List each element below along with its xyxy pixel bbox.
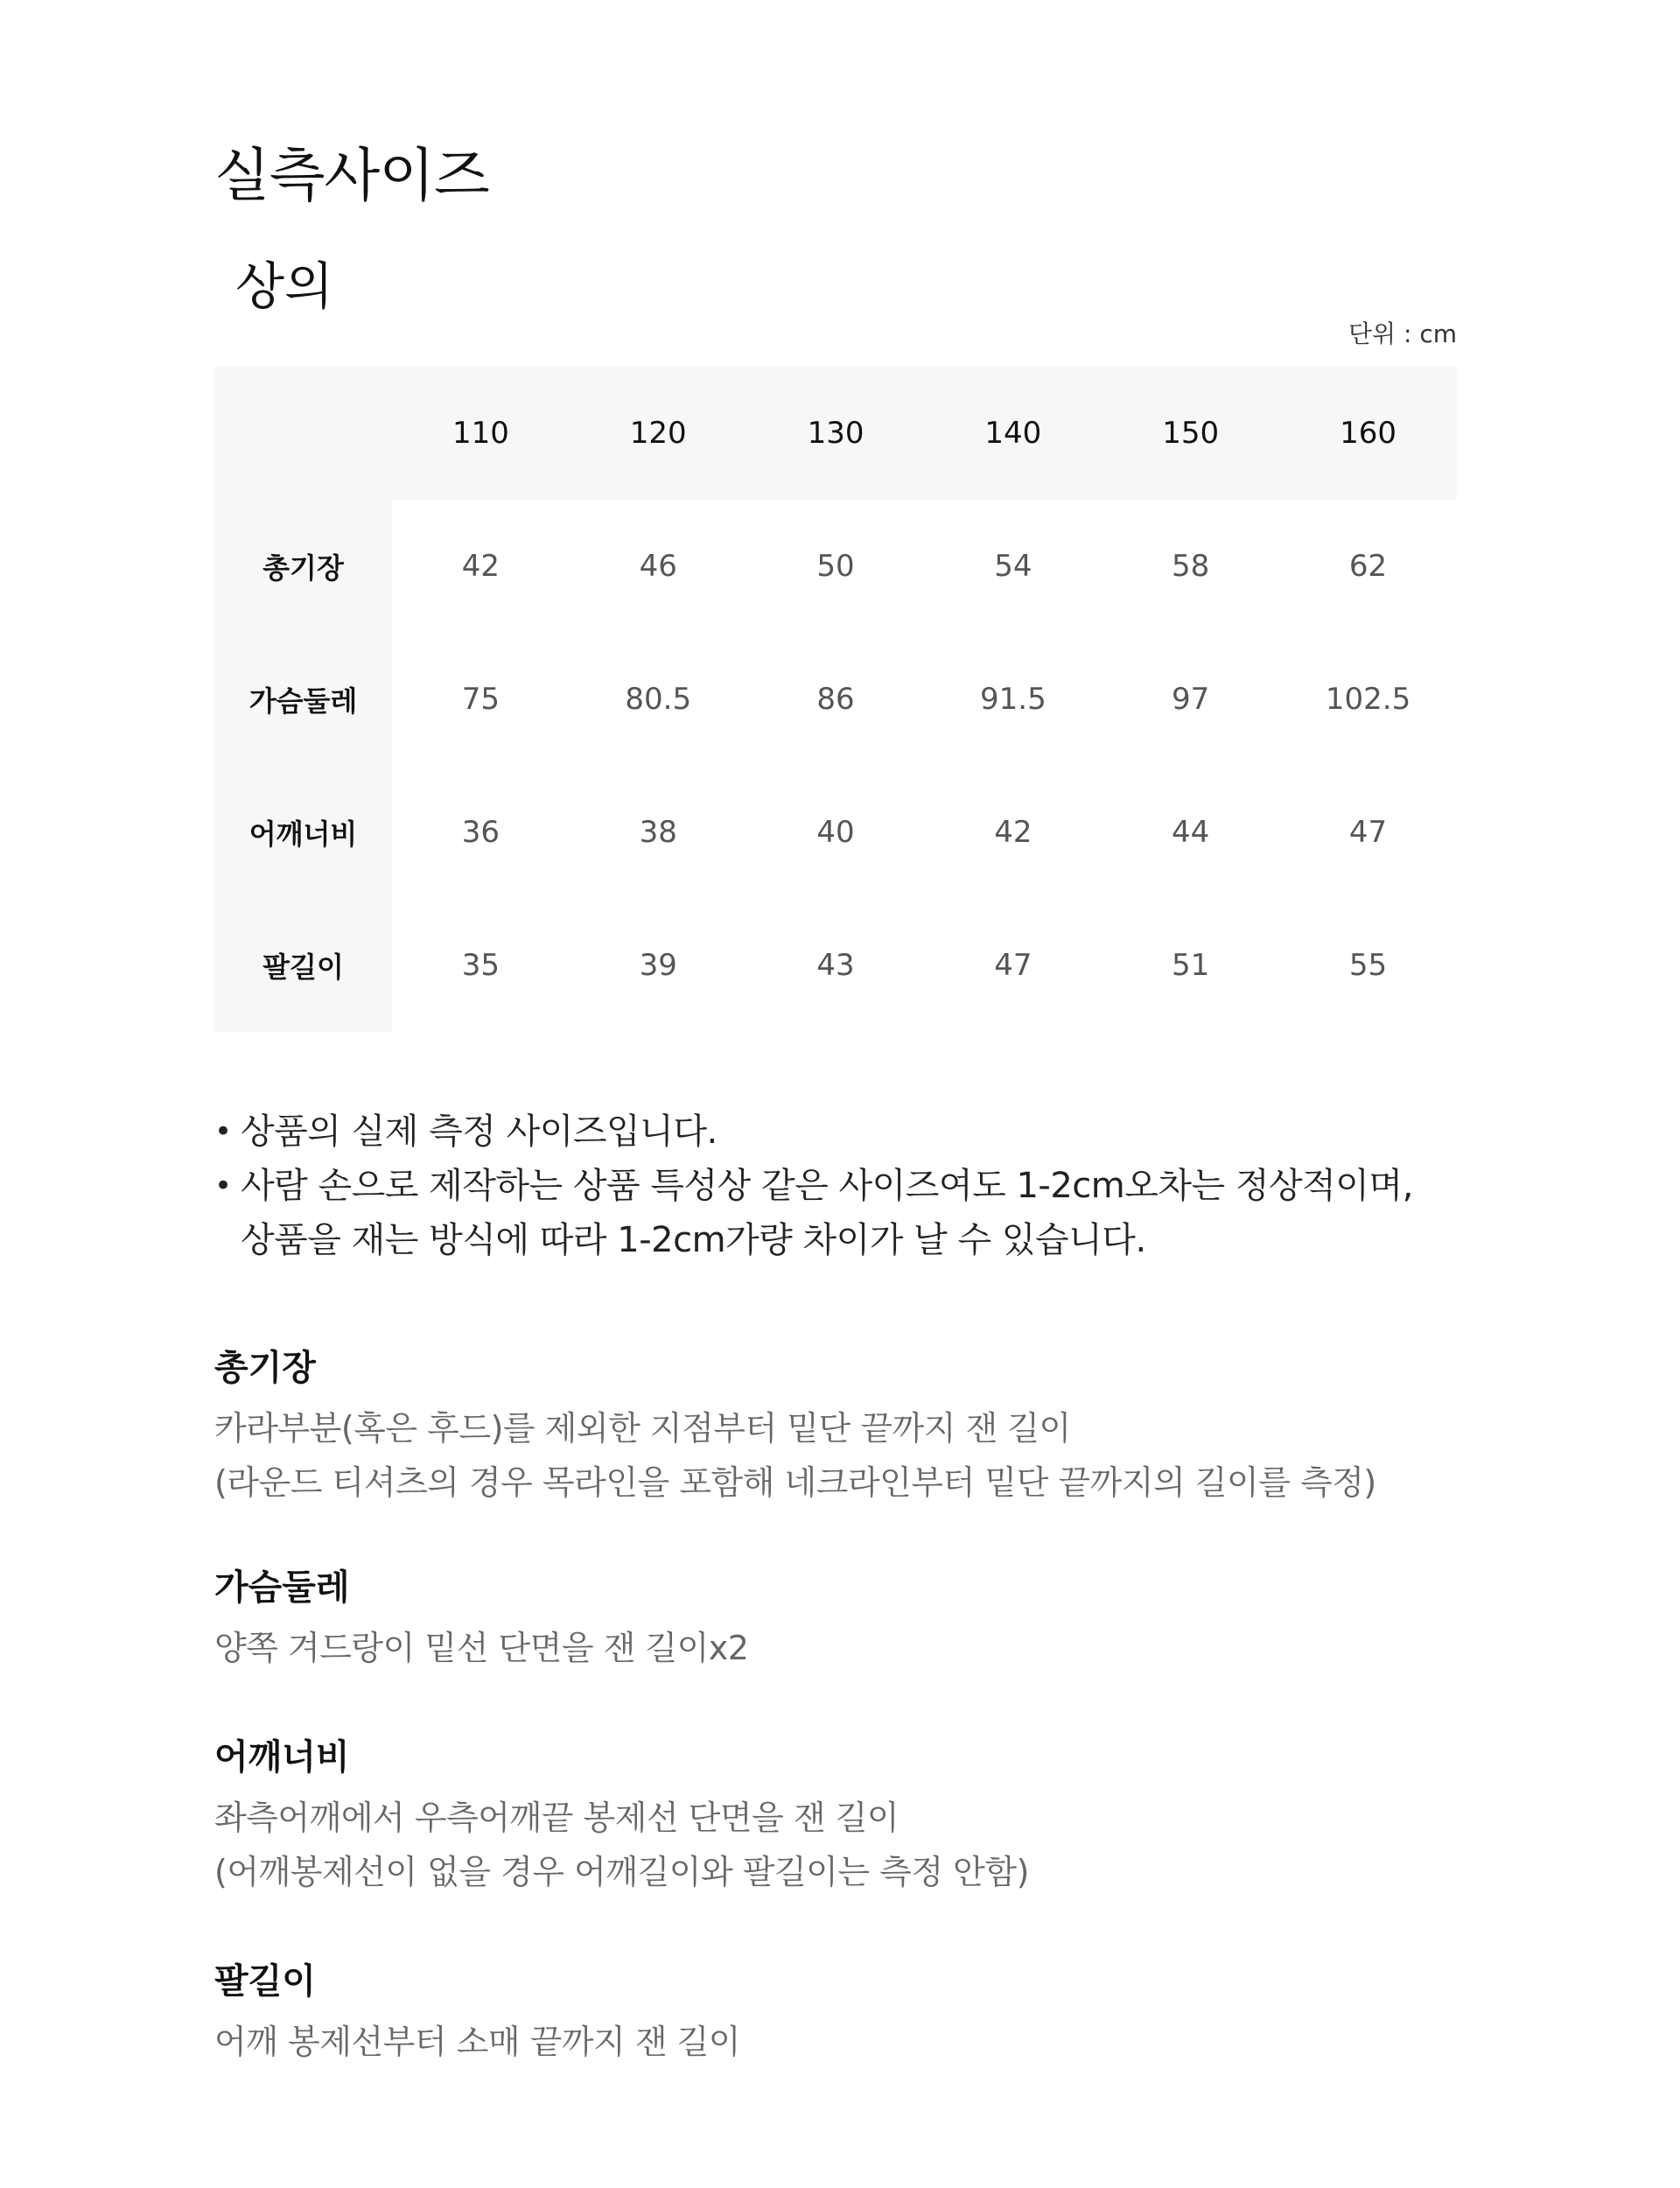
row-label-cell: 가슴둘레 [214, 633, 392, 766]
value-cell: 44 [1102, 766, 1279, 899]
value-cell: 36 [392, 766, 570, 899]
definition-text: (어깨봉제선이 없을 경우 어깨길이와 팔길이는 측정 안함) [214, 1853, 1029, 1891]
value-cell: 80.5 [570, 633, 747, 766]
value-cell: 35 [392, 899, 570, 1032]
size-header-cell: 150 [1102, 367, 1279, 500]
definition-shoulder [214, 1737, 1457, 1899]
definition-title: 팔길이 [214, 1961, 316, 2002]
size-header-row [214, 367, 1457, 500]
definition-text: (라운드 티셔츠의 경우 목라인을 포함해 네크라인부터 밑단 끝까지의 길이를 측정) [214, 1463, 1376, 1502]
table-row [214, 766, 1457, 899]
header-corner-cell [214, 367, 392, 500]
value-cell: 55 [1279, 899, 1457, 1032]
definition-title: 어깨너비 [214, 1737, 350, 1778]
definition-title: 가슴둘레 [214, 1567, 350, 1608]
value-cell: 54 [924, 500, 1102, 633]
value-cell: 51 [1102, 899, 1279, 1032]
value-cell: 42 [924, 766, 1102, 899]
value-cell: 47 [1279, 766, 1457, 899]
size-header-cell: 140 [924, 367, 1102, 500]
table-row [214, 899, 1457, 1032]
value-cell: 102.5 [1279, 633, 1457, 766]
definition-title: 총기장 [214, 1348, 316, 1388]
page-title: 실측사이즈 [214, 142, 489, 209]
definition-chest [214, 1567, 1457, 1675]
value-cell: 47 [924, 899, 1102, 1032]
value-cell: 75 [392, 633, 570, 766]
notes-list [214, 1105, 1457, 1267]
value-cell: 50 [747, 500, 925, 633]
definition-text: 좌측어깨에서 우측어깨끝 봉제선 단면을 잰 길이 [214, 1799, 900, 1837]
definition-text: 양쪽 겨드랑이 밑선 단면을 잰 길이x2 [214, 1629, 749, 1667]
value-cell: 42 [392, 500, 570, 633]
value-cell: 62 [1279, 500, 1457, 633]
size-table [214, 367, 1457, 1032]
value-cell: 86 [747, 633, 925, 766]
unit-label: 단위 : cm [1348, 319, 1457, 348]
definition-total-length [214, 1350, 1457, 1510]
row-label-cell: 팔길이 [214, 899, 392, 1032]
note-text-continued: 상품을 재는 방식에 따라 1-2cm가량 차이가 날 수 있습니다. [241, 1220, 1146, 1260]
definition-sleeve [214, 1961, 1457, 2069]
definition-text: 카라부분(혹은 후드)를 제외한 지점부터 밑단 끝까지 잰 길이 [214, 1409, 1071, 1448]
row-label-cell: 총기장 [214, 500, 392, 633]
value-cell: 43 [747, 899, 925, 1032]
definition-text: 어깨 봉제선부터 소매 끝까지 잰 길이 [214, 2023, 741, 2061]
size-header-cell: 130 [747, 367, 925, 500]
note-item [214, 1105, 1457, 1159]
value-cell: 46 [570, 500, 747, 633]
value-cell: 58 [1102, 500, 1279, 633]
row-label-cell: 어깨너비 [214, 766, 392, 899]
note-text: 상품의 실제 측정 사이즈입니다. [241, 1112, 718, 1152]
note-text: 사람 손으로 제작하는 상품 특성상 같은 사이즈여도 1-2cm오차는 정상적이며, [241, 1166, 1413, 1206]
note-item [214, 1159, 1457, 1267]
size-header-cell: 160 [1279, 367, 1457, 500]
value-cell: 97 [1102, 633, 1279, 766]
size-header-cell: 120 [570, 367, 747, 500]
value-cell: 38 [570, 766, 747, 899]
table-row [214, 500, 1457, 633]
value-cell: 40 [747, 766, 925, 899]
section-title: 상의 [235, 256, 334, 316]
table-row [214, 633, 1457, 766]
value-cell: 91.5 [924, 633, 1102, 766]
value-cell: 39 [570, 899, 747, 1032]
size-header-cell: 110 [392, 367, 570, 500]
